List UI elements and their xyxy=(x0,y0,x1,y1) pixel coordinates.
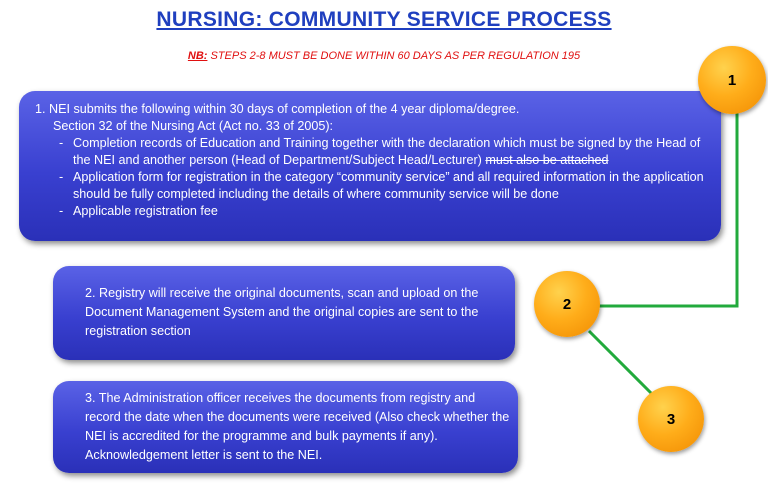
requirement-item xyxy=(73,135,710,169)
note-text: STEPS 2-8 MUST BE DONE WITHIN 60 DAYS AS PER REGULATION 195 xyxy=(207,50,581,62)
step-2-box xyxy=(53,266,515,360)
requirement-struck-text: must also be attached xyxy=(485,153,609,167)
requirement-item xyxy=(73,169,710,203)
requirement-text: Application form for registration in the category “community service” and all required information in the application should be fully completed including the details of where community service will be done xyxy=(73,170,704,201)
step-3-text: 3. The Administration officer receives the documents from registry and record the date when the documents were received (Also check whether the NEI is accredited for the programme and bulk payments if any). Acknowledgement letter is sent to the NEI. xyxy=(85,391,510,462)
step-1-requirements xyxy=(35,135,710,220)
step-2-number: 2 xyxy=(562,295,572,313)
requirement-item xyxy=(73,203,710,220)
step-1-intro: 1. NEI submits the following within 30 days of completion of the 4 year diploma/degree. xyxy=(35,102,520,116)
step-1-content xyxy=(35,101,710,220)
step-3-number: 3 xyxy=(666,410,676,428)
step-3-number-circle xyxy=(638,386,704,452)
step-1-section: Section 32 of the Nursing Act (Act no. 33 of 2005): xyxy=(53,119,334,133)
step-2-text: 2. Registry will receive the original documents, scan and upload on the Document Management System and the original copies are sent to the registration section xyxy=(85,286,479,338)
note-label: NB: xyxy=(187,50,208,62)
step-1-box xyxy=(19,91,721,241)
connector-2-to-3 xyxy=(589,331,652,394)
requirement-text: Completion records of Education and Training together with the declaration which must be signed by the Head of the NEI and another person (Head of Department/Subject Head/Lecturer) xyxy=(73,136,701,167)
step-3-box xyxy=(53,381,518,473)
step-1-number: 1 xyxy=(727,71,737,89)
step-1-number-circle xyxy=(698,46,766,114)
page-title: NURSING: COMMUNITY SERVICE PROCESS xyxy=(156,8,612,31)
step-2-number-circle xyxy=(534,271,600,337)
requirement-text: Applicable registration fee xyxy=(73,204,218,218)
